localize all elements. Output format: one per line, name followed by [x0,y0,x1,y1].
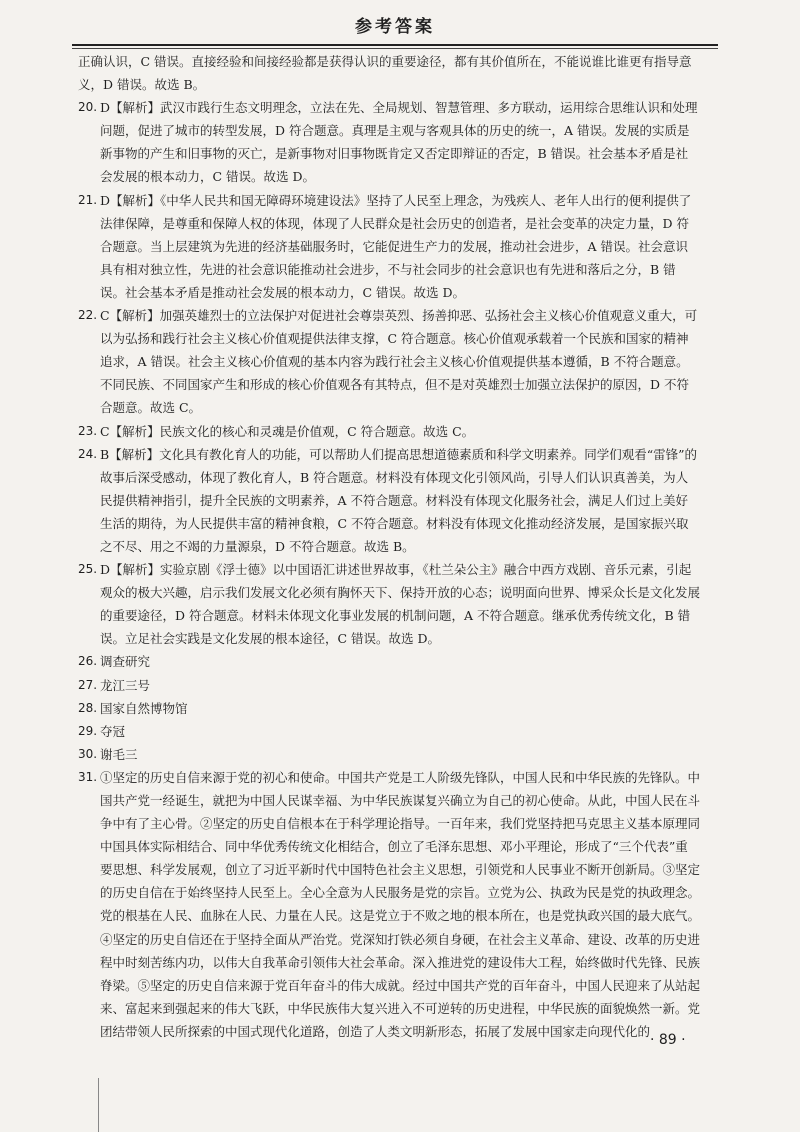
answer-item-29 [78,720,700,743]
binding-margin-line [98,1078,99,1132]
answer-item-25 [78,558,700,650]
item-text: 夺冠 [100,723,126,739]
item-text: D【解析】武汉市践行生态文明理念，立法在先、全局规划、智慧管理、多方联动，运用综合思维认识和处理问题，促进了城市的转型发展，D 符合题意。真理是主观与客观具体的历史的统一，A 错误。发展的实质是新事物的产生和旧事物的灭亡，是新事物对旧事物既肯定又否定即辩证的否定，B 错误。社会基本矛盾是社会发展的根本动力，C 错误。故选 D。 [100,100,698,185]
item-number: 31. [78,769,98,784]
answer-item-24 [78,443,700,558]
item-number: 22. [78,308,98,323]
answer-item-27 [78,674,700,697]
item-text: D【解析】《中华人民共和国无障碍环境建设法》坚持了人民至上理念，为残疾人、老年人出行的便利提供了法律保障，是尊重和保障人权的体现，体现了人民群众是社会历史的创造者，是社会变革的决定力量，D 符合题意。当上层建筑为先进的经济基础服务时，它能促进生产力的发展，推动社会进步，A 错误。社会意识具有相对独立性，先进的社会意识能推动社会进步，不与社会同步的社会意识也有先进和落后之分，B 错误。社会基本矛盾是推动社会发展的根本动力，C 错误。故选 D。 [100,192,692,300]
answer-item-26 [78,650,700,673]
answer-item-31 [78,766,700,1043]
item-number: 27. [78,677,98,692]
answer-content [78,50,700,1043]
header-rule-thin [72,48,718,49]
item-number: 24. [78,446,98,461]
item-number: 29. [78,723,98,738]
answer-item-23 [78,420,700,443]
item-text: 调查研究 [100,654,151,670]
answer-item-20 [78,96,700,188]
header-rule [72,44,718,46]
page-number: · 89 · [650,1032,686,1048]
item-number: 26. [78,654,98,669]
answer-item-28 [78,697,700,720]
answer-item-21 [78,189,700,304]
item-number: 25. [78,562,98,577]
item-number: 28. [78,700,98,715]
item-text: C【解析】民族文化的核心和灵魂是价值观，C 符合题意。故选 C。 [100,423,475,439]
item-text: 龙江三号 [100,677,151,693]
answer-item-22 [78,304,700,419]
item-number: 20. [78,100,98,115]
item-number: 30. [78,746,98,761]
item-text: D【解析】实验京剧《浮士德》以中国语汇讲述世界故事，《杜兰朵公主》融合中西方戏剧、音乐元素，引起观众的极大兴趣，启示我们发展文化必须有胸怀天下、保持开放的心态；说明面向世界、博采众长是文化发展的重要途径，D 符合题意。材料未体现文化事业发展的机制问题，A 不符合题意。继承优秀传统文化，B 错误。立足社会实践是文化发展的根本途径，C 错误。故选 D。 [100,562,701,647]
item-number: 21. [78,192,98,207]
item-text: ①坚定的历史自信来源于党的初心和使命。中国共产党是工人阶级先锋队，中国人民和中华民族的先锋队。中国共产党一经诞生，就把为中国人民谋幸福、为中华民族谋复兴确立为自己的初心使命。从此，中国人民在斗争中有了主心骨。②坚定的历史自信根本在于科学理论指导。一百年来，我们党坚持把马克思主义基本原理同中国具体实际相结合、同中华优秀传统文化相结合，创立了毛泽东思想、邓小平理论，形成了“三个代表”重要思想、科学发展观，创立了习近平新时代中国特色社会主义思想，引领党和人民事业不断开创新局。③坚定的历史自信在于始终坚持人民至上。全心全意为人民服务是党的宗旨。立党为公、执政为民是党的执政理念。党的根基在人民、血脉在人民、力量在人民。这是党立于不败之地的根本所在，也是党执政兴国的最大底气。④坚定的历史自信还在于坚持全面从严治党。党深知打铁必须自身硬，在社会主义革命、建设、改革的历史进程中时刻苦练内功，以伟大自我革命引领伟大社会革命。深入推进党的建设伟大工程，始终做时代先锋、民族脊梁。⑤坚定的历史自信来源于党百年奋斗的伟大成就。经过中国共产党的百年奋斗，中国人民迎来了从站起来、富起来到强起来的伟大飞跃，中华民族伟大复兴进入不可逆转的历史进程，中华民族的面貌焕然一新。党团结带领人民所探索的中国式现代化道路，创造了人类文明新形态，拓展了发展中国家走向现代化的 [100,769,701,1039]
item-number: 23. [78,423,98,438]
item-text: 国家自然博物馆 [100,700,188,716]
page-title: 参考答案 [355,17,435,37]
continued-paragraph: 正确认识，C 错误。直接经验和间接经验都是获得认识的重要途径，都有其价值所在，不能说谁比谁更有指导意义，D 错误。故选 B。 [78,54,692,93]
item-text: B【解析】文化具有教化育人的功能，可以帮助人们提高思想道德素质和科学文明素养。同学们观看“雷锋”的故事后深受感动，体现了教化育人，B 符合题意。材料没有体现文化引领风尚，引导人们认识真善美，为人民提供精神指引，提升全民族的文明素养，A 不符合题意。材料没有体现文化服务社会，满足人们过上美好生活的期待，为人民提供丰富的精神食粮，C 不符合题意。材料没有体现文化推动经济发展，是国家振兴取之不尽、用之不竭的力量源泉，D 不符合题意。故选 B。 [100,446,697,554]
item-text: 谢毛三 [100,746,138,762]
answer-item-30 [78,743,700,766]
item-text: C【解析】加强英雄烈士的立法保护对促进社会尊崇英烈、扬善抑恶、弘扬社会主义核心价值观意义重大，可以为弘扬和践行社会主义核心价值观提供法律支撑，C 符合题意。核心价值观承载着一个民族和国家的精神追求，A 错误。社会主义核心价值观的基本内容为践行社会主义核心价值观提供基本遵循，B 不符合题意。不同民族、不同国家产生和形成的核心价值观各有其特点，但不是对英雄烈士加强立法保护的原因，D 不符合题意。故选 C。 [100,308,698,416]
page-header [72,14,718,44]
